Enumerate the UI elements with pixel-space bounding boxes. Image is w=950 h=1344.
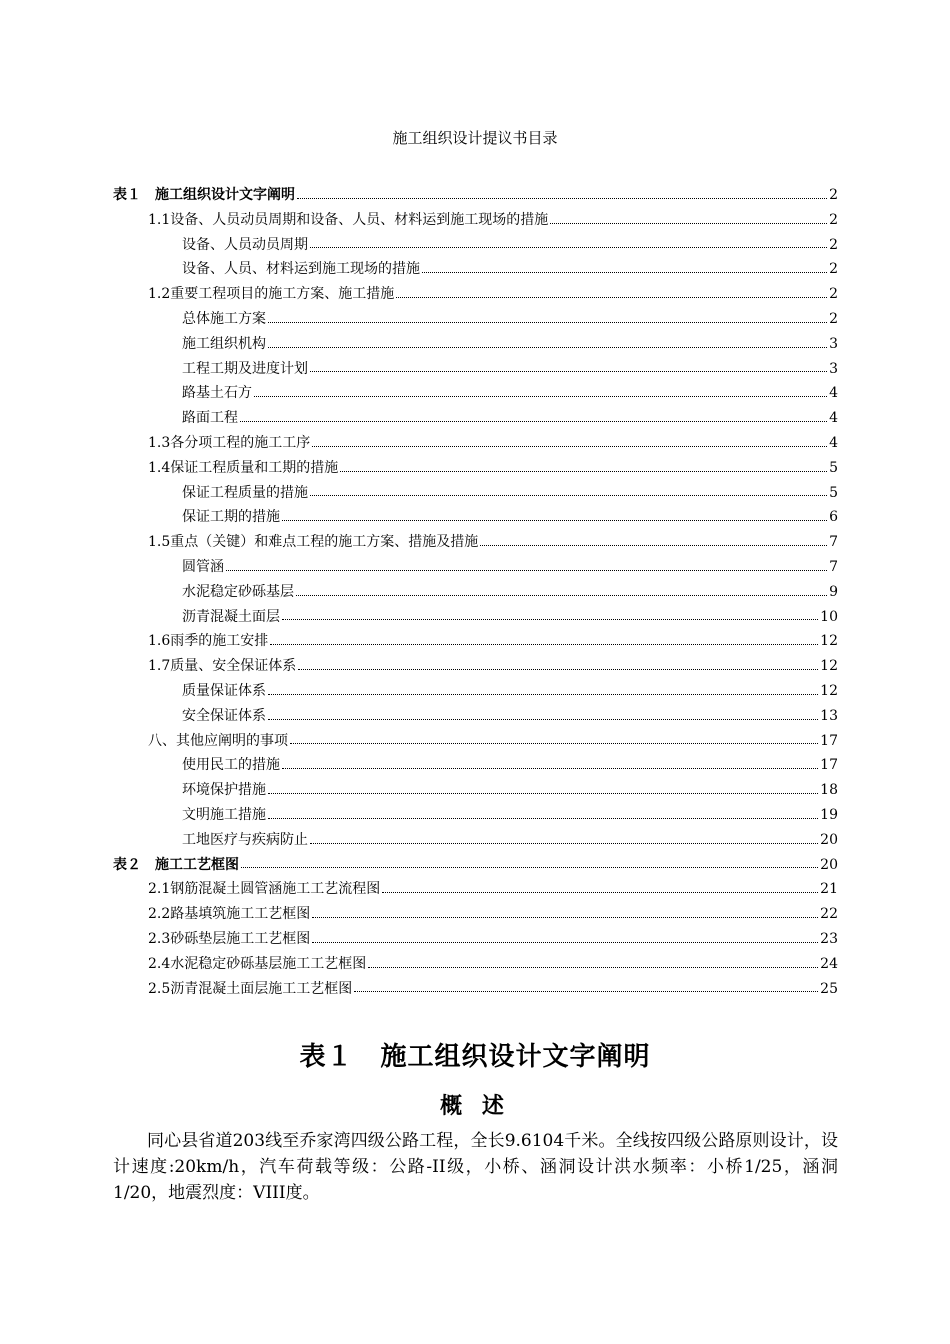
toc-entry-text: 1.5重点（关键）和难点工程的施工方案、措施及措施	[148, 534, 479, 551]
toc-leader-dots	[290, 742, 818, 744]
toc-entry-text: 圆管涵	[182, 558, 224, 575]
toc-entry-text: 质量保证体系	[182, 682, 266, 699]
toc-leader-dots	[310, 494, 827, 496]
toc-entry[interactable]	[113, 233, 838, 258]
toc-leader-dots	[240, 420, 827, 422]
toc-entry-text: 1.2重要工程项目的施工方案、施工措施	[148, 286, 395, 303]
toc-entry[interactable]	[113, 183, 838, 208]
toc-entry[interactable]	[113, 307, 838, 332]
toc-page-number: 2	[829, 236, 838, 253]
toc-entry-text: 2.1钢筋混凝土圆管涵施工工艺流程图	[148, 881, 381, 898]
toc-entry[interactable]	[113, 877, 838, 902]
toc-leader-dots	[310, 370, 827, 372]
toc-entry[interactable]	[113, 580, 838, 605]
toc-entry[interactable]	[113, 902, 838, 927]
toc-entry-text: 安全保证体系	[182, 707, 266, 724]
toc-entry-text: 文明施工措施	[182, 806, 266, 823]
toc-entry-text: 1.7质量、安全保证体系	[148, 658, 297, 675]
toc-entry-text: 工地医疗与疾病防止	[182, 831, 308, 848]
toc-entry-text: 总体施工方案	[182, 310, 266, 327]
toc-page-number: 9	[829, 583, 838, 600]
toc-entry[interactable]	[113, 952, 838, 977]
toc-page-number: 12	[820, 682, 838, 699]
toc-page-number: 17	[820, 757, 838, 774]
toc-page-number: 2	[829, 261, 838, 278]
toc-entry[interactable]	[113, 753, 838, 778]
toc-leader-dots	[340, 470, 827, 472]
toc-leader-dots	[298, 668, 818, 670]
toc-leader-dots	[268, 346, 827, 348]
toc-leader-dots	[312, 445, 827, 447]
toc-entry[interactable]	[113, 332, 838, 357]
toc-page-number: 22	[820, 906, 838, 923]
toc-leader-dots	[310, 842, 818, 844]
toc-entry[interactable]	[113, 654, 838, 679]
toc-entry[interactable]	[113, 481, 838, 506]
toc-entry[interactable]	[113, 555, 838, 580]
toc-page-number: 2	[829, 211, 838, 228]
toc-entry-text: 2.4水泥稳定砂砾基层施工工艺框图	[148, 955, 367, 972]
toc-leader-dots	[354, 990, 818, 992]
toc-entry[interactable]	[113, 778, 838, 803]
toc-leader-dots	[270, 643, 818, 645]
toc-page-number: 10	[820, 608, 838, 625]
toc-page-number: 3	[829, 335, 838, 352]
toc-entry-text: 八、其他应阐明的事项	[148, 732, 288, 749]
toc-page-number: 25	[820, 980, 838, 997]
toc-page-number: 4	[829, 385, 838, 402]
toc-leader-dots	[241, 866, 818, 868]
toc-entry-text: 1.3各分项工程的施工工序	[148, 434, 311, 451]
toc-page-number: 2	[829, 286, 838, 303]
toc-entry[interactable]	[113, 803, 838, 828]
toc-page-number: 5	[829, 484, 838, 501]
toc-leader-dots	[368, 966, 818, 968]
toc-leader-dots	[268, 718, 818, 720]
toc-entry-text: 表１ 施工组织设计文字阐明	[113, 187, 295, 203]
toc-entry[interactable]	[113, 431, 838, 456]
toc-leader-dots	[297, 197, 827, 199]
toc-entry[interactable]	[113, 679, 838, 704]
toc-leader-dots	[268, 817, 818, 819]
toc-leader-dots	[268, 693, 818, 695]
toc-entry-text: 工程工期及进度计划	[182, 360, 308, 377]
toc-leader-dots	[396, 296, 827, 298]
toc-leader-dots	[226, 569, 827, 571]
toc-entry-text: 保证工程质量的措施	[182, 484, 308, 501]
toc-entry[interactable]	[113, 629, 838, 654]
toc-leader-dots	[312, 941, 818, 943]
toc-leader-dots	[310, 246, 827, 248]
toc-entry-text: 设备、人员、材料运到施工现场的措施	[182, 261, 420, 278]
toc-leader-dots	[422, 271, 827, 273]
toc-entry-text: 水泥稳定砂砾基层	[182, 583, 294, 600]
toc-entry-text: 施工组织机构	[182, 335, 266, 352]
toc-page-number: 24	[820, 955, 838, 972]
toc-leader-dots	[550, 222, 827, 224]
table-of-contents	[113, 183, 838, 1001]
toc-entry[interactable]	[113, 977, 838, 1002]
toc-entry-text: 路基土石方	[182, 385, 252, 402]
toc-entry-text: 沥青混凝土面层	[182, 608, 280, 625]
toc-leader-dots	[282, 618, 818, 620]
toc-title: 施工组织设计提议书目录	[392, 129, 558, 147]
toc-entry[interactable]	[113, 357, 838, 382]
toc-entry-text: 路面工程	[182, 410, 238, 427]
toc-entry[interactable]	[113, 828, 838, 853]
toc-leader-dots	[296, 594, 827, 596]
toc-entry[interactable]	[113, 456, 838, 481]
toc-entry-text: 表２ 施工工艺框图	[113, 856, 239, 873]
toc-leader-dots	[254, 395, 827, 397]
toc-page-number: 18	[820, 782, 838, 799]
toc-page-number: 17	[820, 732, 838, 749]
toc-entry-text: 2.3砂砾垫层施工工艺框图	[148, 930, 311, 947]
toc-entry[interactable]	[113, 530, 838, 555]
toc-leader-dots	[312, 916, 818, 918]
toc-entry-text: 1.1设备、人员动员周期和设备、人员、材料运到施工现场的措施	[148, 211, 549, 228]
toc-page-number: 4	[829, 410, 838, 427]
toc-entry-text: 使用民工的措施	[182, 757, 280, 774]
toc-page-number: 21	[820, 881, 838, 898]
toc-entry[interactable]	[113, 282, 838, 307]
toc-entry-text: 设备、人员动员周期	[182, 236, 308, 253]
toc-entry-text: 保证工期的措施	[182, 509, 280, 526]
toc-entry[interactable]	[113, 381, 838, 406]
toc-leader-dots	[282, 767, 818, 769]
toc-leader-dots	[268, 321, 827, 323]
toc-page-number: 3	[829, 360, 838, 377]
toc-entry[interactable]	[113, 208, 838, 233]
toc-entry[interactable]	[113, 406, 838, 431]
toc-leader-dots	[282, 519, 827, 521]
toc-page-number: 19	[820, 806, 838, 823]
toc-page-number: 20	[820, 831, 838, 848]
toc-page-number: 12	[820, 658, 838, 675]
toc-leader-dots	[382, 891, 818, 893]
toc-entry[interactable]	[113, 704, 838, 729]
toc-leader-dots	[480, 544, 827, 546]
toc-page-number: 23	[820, 930, 838, 947]
toc-entry[interactable]	[113, 729, 838, 754]
toc-page-number: 4	[829, 434, 838, 451]
toc-page-number: 12	[820, 633, 838, 650]
toc-page-number: 6	[829, 509, 838, 526]
section-heading: 表１ 施工组织设计文字阐明	[299, 1042, 651, 1072]
toc-entry[interactable]	[113, 505, 838, 530]
sub-heading: 概 述	[440, 1093, 510, 1119]
toc-entry-text: 2.5沥青混凝土面层施工工艺框图	[148, 980, 353, 997]
toc-page-number: 20	[820, 856, 838, 873]
toc-page-number: 5	[829, 459, 838, 476]
toc-page-number: 7	[829, 558, 838, 575]
toc-entry-text: 1.4保证工程质量和工期的措施	[148, 459, 339, 476]
toc-entry-text: 2.2路基填筑施工工艺框图	[148, 906, 311, 923]
toc-page-number: 13	[820, 707, 838, 724]
toc-entry-text: 1.6雨季的施工安排	[148, 633, 269, 650]
overview-paragraph: 同心县省道203线至乔家湾四级公路工程，全长9.6104千米。全线按四级公路原则设计，设计速度:20km/h，汽车荷载等级：公路-II级，小桥、涵洞设计洪水频率：小桥1/25，涵洞1/20，地震烈度：VIII度。	[113, 1131, 838, 1203]
toc-entry-text: 环境保护措施	[182, 782, 266, 799]
toc-page-number: 7	[829, 534, 838, 551]
toc-entry[interactable]	[113, 853, 838, 878]
toc-entry[interactable]	[113, 605, 838, 630]
toc-page-number: 2	[829, 187, 838, 203]
toc-page-number: 2	[829, 310, 838, 327]
toc-entry[interactable]	[113, 927, 838, 952]
toc-entry[interactable]	[113, 257, 838, 282]
toc-leader-dots	[268, 792, 818, 794]
